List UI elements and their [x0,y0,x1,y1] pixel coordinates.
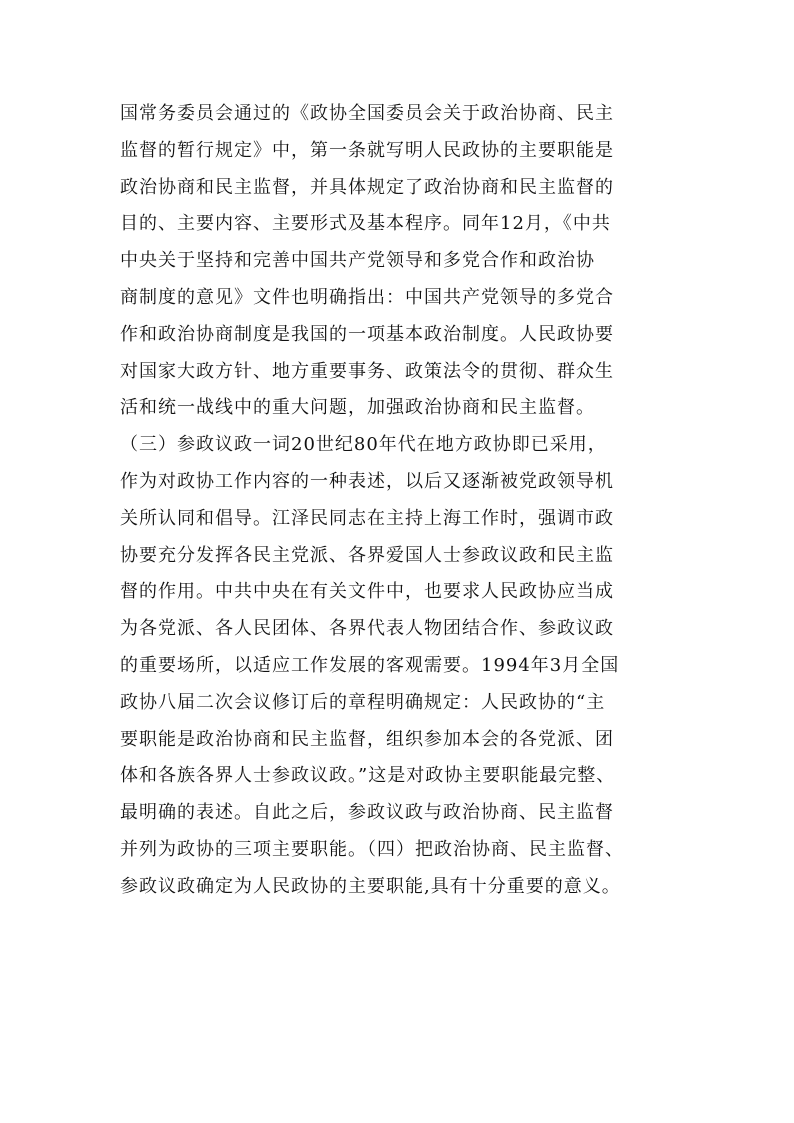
text-line: 要职能是政治协商和民主监督，组织参加本会的各党派、团 [120,728,614,750]
text-line: 协要充分发挥各民主党派、各界爱国人士参政议政和民主监 [120,544,614,566]
text-line: 中央关于坚持和完善中国共产党领导和多党合作和政治协 [120,250,595,272]
text-line: （三）参政议政一词20世纪80年代在地方政协即已采用， [120,434,607,456]
text-line: 参政议政确定为人民政协的主要职能,具有十分重要的意义。 [120,875,621,897]
text-line: 监督的暂行规定》中，第一条就写明人民政协的主要职能是 [120,139,614,161]
text-line: 对国家大政方针、地方重要事务、政策法令的贯彻、群众生 [120,360,614,382]
text-line: 活和统一战线中的重大问题，加强政治协商和民主监督。 [120,397,595,419]
text-line: 关所认同和倡导。江泽民同志在主持上海工作时，强调市政 [120,507,614,529]
text-line: 的重要场所，以适应工作发展的客观需要。1994年3月全国 [120,654,620,676]
text-line: 督的作用。中共中央在有关文件中，也要求人民政协应当成 [120,581,614,603]
body-text [120,96,680,906]
text-line: 最明确的表述。自此之后，参政议政与政治协商、民主监督 [120,802,614,824]
text-line: 为各党派、各人民团体、各界代表人物团结合作、参政议政 [120,618,614,640]
text-line: 作为对政协工作内容的一种表述，以后又逐渐被党政领导机 [120,470,614,492]
text-line: 政协八届二次会议修订后的章程明确规定：人民政协的“主 [120,691,606,713]
text-line: 商制度的意见》文件也明确指出：中国共产党领导的多党合 [120,286,614,308]
text-line: 作和政治协商制度是我国的一项基本政治制度。人民政协要 [120,323,614,345]
text-line: 目的、主要内容、主要形式及基本程序。同年12月，《中共 [120,213,611,235]
text-line: 政治协商和民主监督，并具体规定了政治协商和民主监督的 [120,176,614,198]
text-line: 体和各族各界人士参政议政。”这是对政协主要职能最完整、 [120,765,616,787]
text-line: 并列为政协的三项主要职能。（四）把政治协商、民主监督、 [120,838,624,860]
text-line: 国常务委员会通过的《政协全国委员会关于政治协商、民主 [120,103,614,124]
